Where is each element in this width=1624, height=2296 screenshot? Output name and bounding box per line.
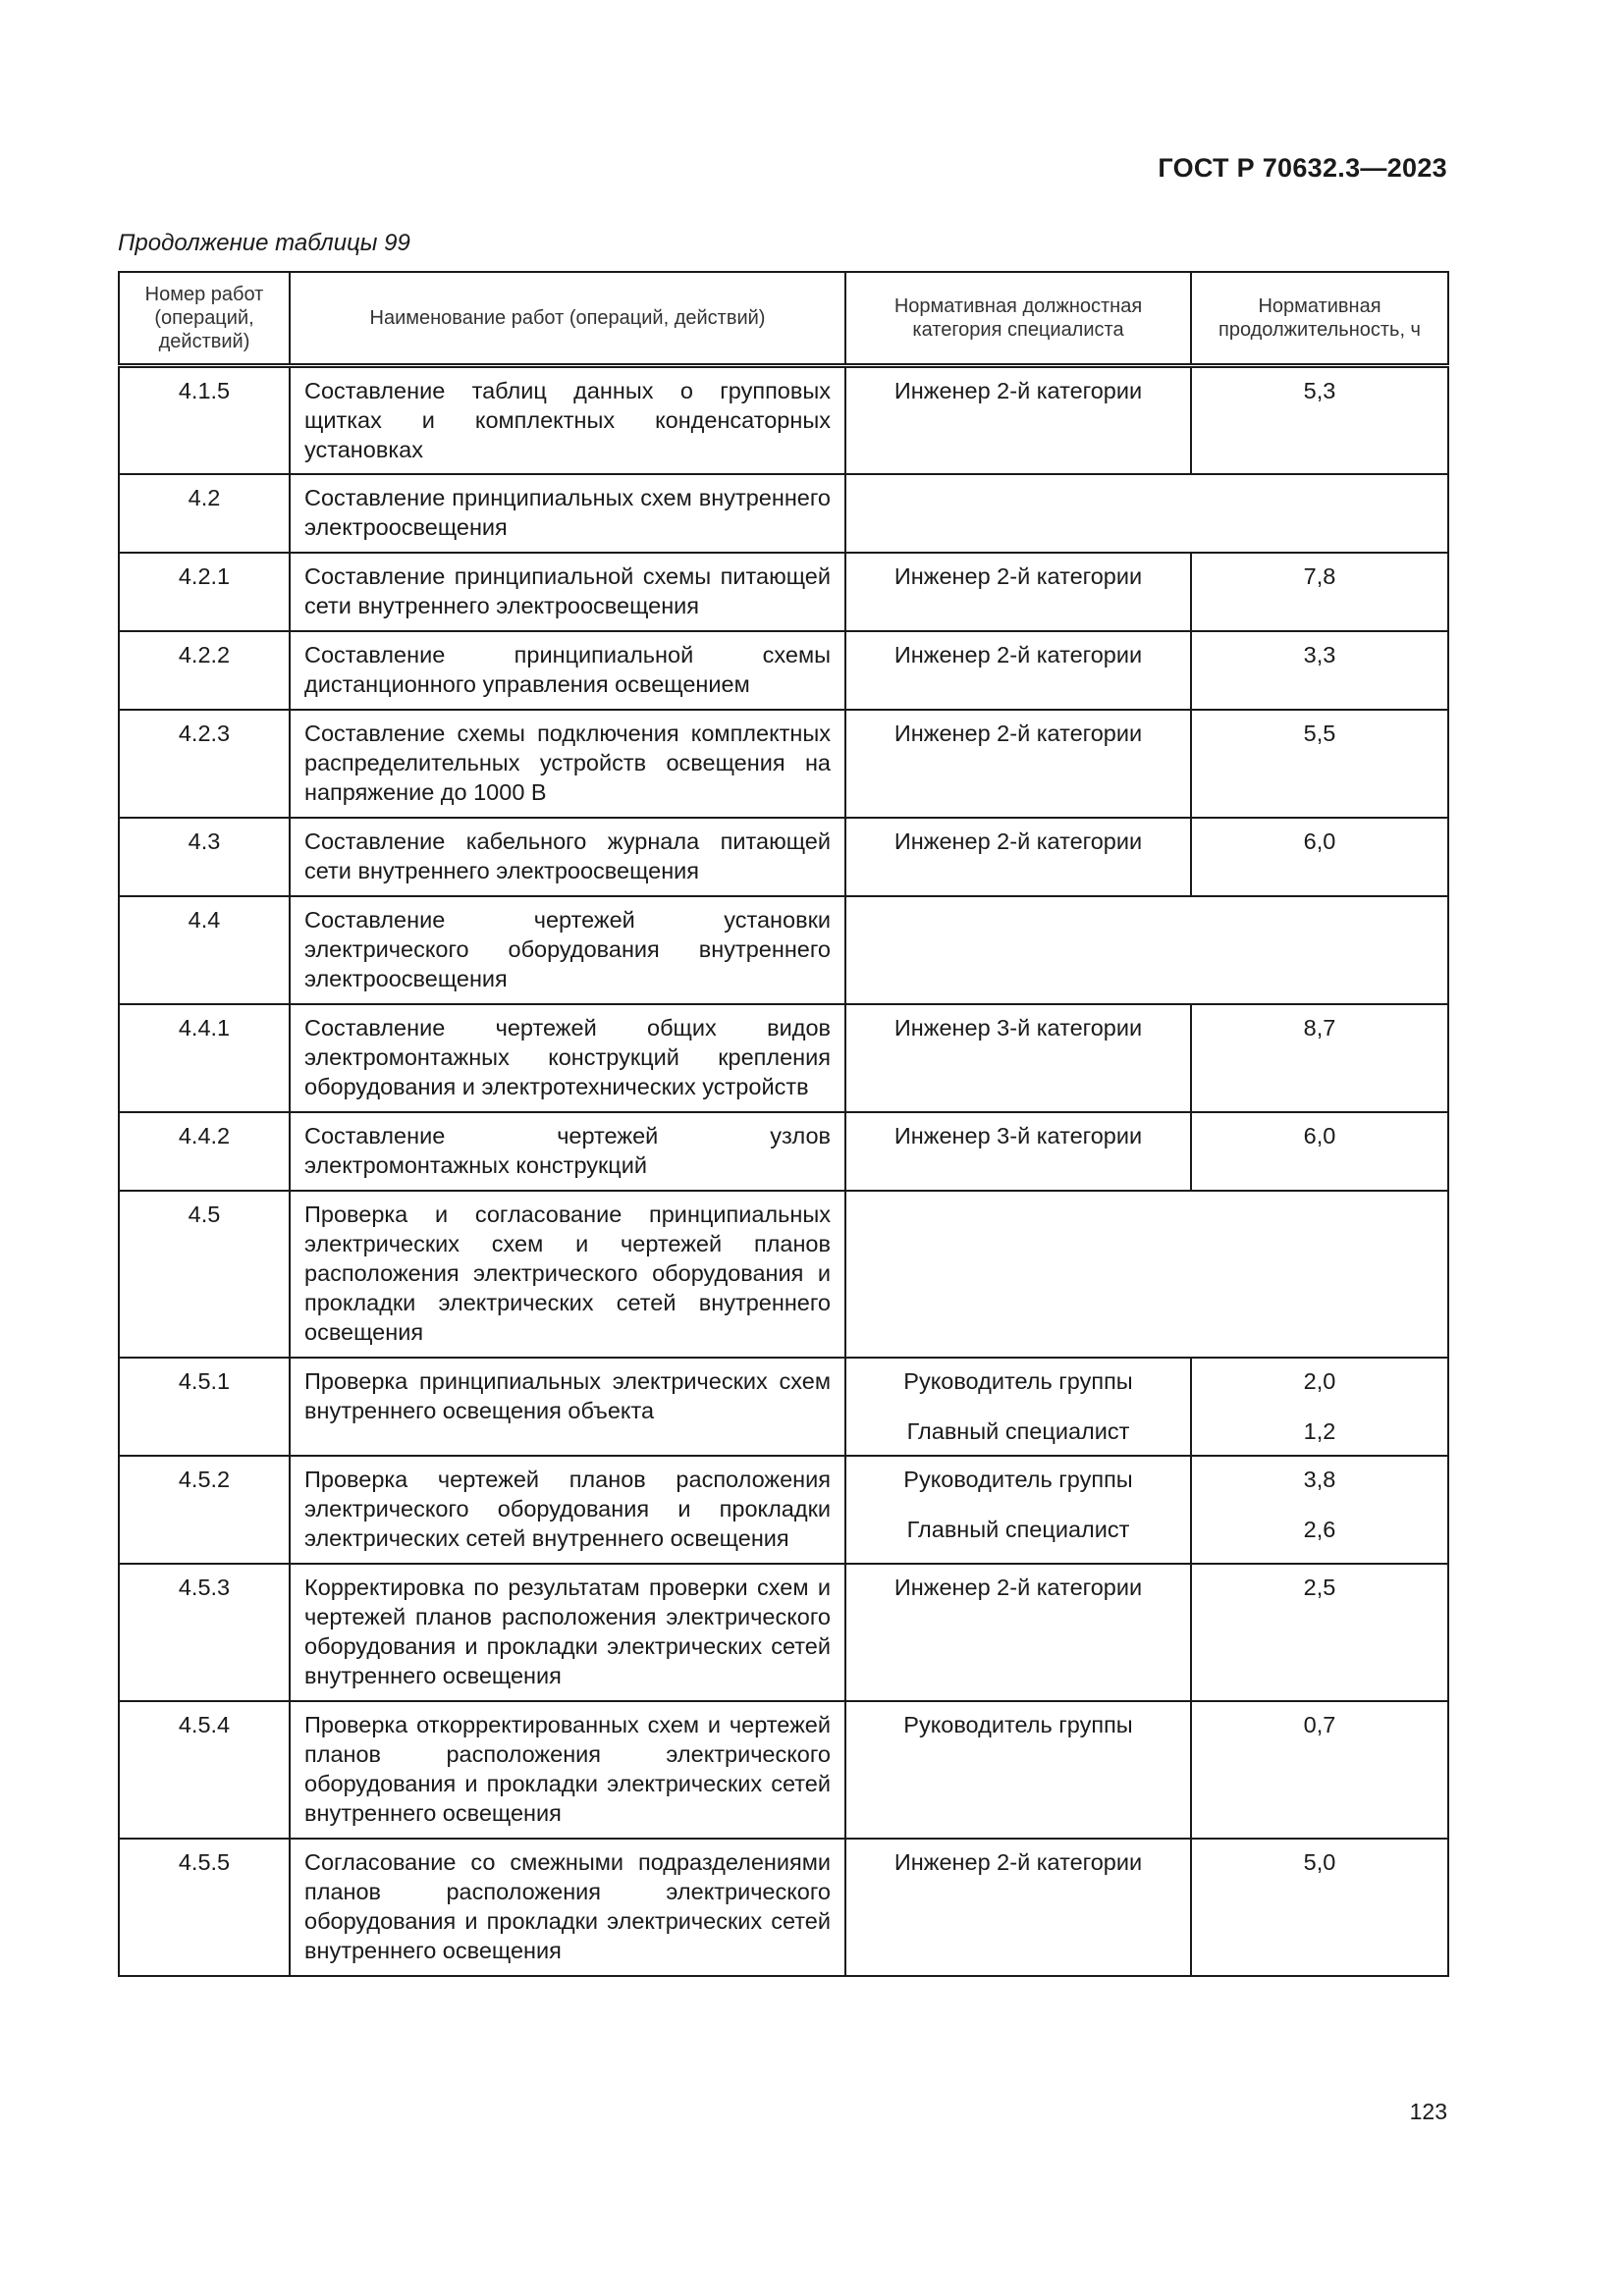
cell-duration xyxy=(1191,366,1448,474)
cell-empty-merged xyxy=(845,1191,1448,1358)
table-row xyxy=(119,1456,1448,1564)
cell-work-name: Составление схемы подключения комплектных распределительных устройств освещения на напряжение до 1000 В xyxy=(290,710,845,818)
cell-work-name: Составление чертежей установки электрического оборудования внутреннего электроосвещения xyxy=(290,896,845,1004)
cell-work-number: 4.1.5 xyxy=(119,366,290,474)
header-specialist-category: Нормативная должностная категория специалиста xyxy=(845,272,1191,366)
document-code: ГОСТ Р 70632.3—2023 xyxy=(1158,153,1447,183)
cell-duration xyxy=(1191,1112,1448,1191)
cell-work-name: Корректировка по результатам проверки схем и чертежей планов расположения электрического оборудования и прокладки электрических сетей внутреннего освещения xyxy=(290,1564,845,1701)
cell-duration xyxy=(1191,1358,1448,1456)
header-duration: Нормативная продолжительность, ч xyxy=(1191,272,1448,366)
table-row xyxy=(119,818,1448,896)
cell-work-name: Проверка принципиальных электрических схем внутреннего освещения объекта xyxy=(290,1358,845,1456)
cell-work-number: 4.2.2 xyxy=(119,631,290,710)
table-continuation-caption: Продолжение таблицы 99 xyxy=(118,230,410,256)
cell-specialist-category xyxy=(845,1701,1191,1839)
header-work-number: Номер работ (операций, действий) xyxy=(119,272,290,366)
cell-work-number: 4.3 xyxy=(119,818,290,896)
cell-duration xyxy=(1191,818,1448,896)
category-line: Руководитель группы xyxy=(903,1466,1133,1492)
duration-line: 5,5 xyxy=(1303,720,1336,746)
table-row xyxy=(119,1191,1448,1358)
cell-work-name: Составление кабельного журнала питающей сети внутреннего электроосвещения xyxy=(290,818,845,896)
duration-line: 6,0 xyxy=(1303,828,1336,854)
duration-line: 3,8 xyxy=(1303,1466,1336,1492)
cell-empty-merged xyxy=(845,474,1448,553)
cell-specialist-category xyxy=(845,366,1191,474)
cell-work-name: Проверка чертежей планов расположения электрического оборудования и прокладки электрических сетей внутреннего освещения xyxy=(290,1456,845,1564)
duration-line: 2,6 xyxy=(1303,1516,1336,1542)
cell-duration xyxy=(1191,631,1448,710)
cell-work-number: 4.4.2 xyxy=(119,1112,290,1191)
table-row xyxy=(119,553,1448,631)
duration-line: 2,0 xyxy=(1303,1367,1336,1394)
cell-work-number: 4.5.1 xyxy=(119,1358,290,1456)
cell-work-name: Составление чертежей узлов электромонтажных конструкций xyxy=(290,1112,845,1191)
category-line: Инженер 2-й категории xyxy=(893,720,1143,746)
table-row xyxy=(119,1004,1448,1112)
category-line: Инженер 2-й категории xyxy=(893,378,1143,403)
table-body xyxy=(119,366,1448,1976)
cell-work-number: 4.4 xyxy=(119,896,290,1004)
table-row xyxy=(119,474,1448,553)
cell-work-name: Составление принципиальной схемы дистанционного управления освещением xyxy=(290,631,845,710)
cell-work-name: Составление таблиц данных о групповых щитках и комплектных конденсаторных установках xyxy=(290,366,845,474)
duration-line: 5,3 xyxy=(1303,378,1336,403)
cell-work-number: 4.2 xyxy=(119,474,290,553)
table-row xyxy=(119,1839,1448,1976)
duration-line: 8,7 xyxy=(1303,1014,1336,1041)
duration-line: 2,5 xyxy=(1303,1574,1336,1600)
cell-duration xyxy=(1191,1701,1448,1839)
cell-work-name: Проверка и согласование принципиальных электрических схем и чертежей планов расположения электрического оборудования и прокладки электрических сетей внутреннего освещения xyxy=(290,1191,845,1358)
table-row xyxy=(119,1112,1448,1191)
table-row xyxy=(119,366,1448,474)
cell-work-name: Проверка откорректированных схем и чертежей планов расположения электрического оборудования и прокладки электрических сетей внутреннего освещения xyxy=(290,1701,845,1839)
category-line: Инженер 2-й категории xyxy=(893,1574,1143,1600)
category-line: Инженер 3-й категории xyxy=(893,1014,1143,1041)
cell-duration xyxy=(1191,1004,1448,1112)
category-line: Инженер 2-й категории xyxy=(893,828,1143,854)
cell-specialist-category xyxy=(845,1564,1191,1701)
cell-specialist-category xyxy=(845,553,1191,631)
table-row xyxy=(119,1701,1448,1839)
category-line: Инженер 2-й категории xyxy=(893,641,1143,667)
category-line: Руководитель группы xyxy=(903,1367,1133,1394)
duration-line: 6,0 xyxy=(1303,1122,1336,1148)
table-row xyxy=(119,631,1448,710)
cell-work-number: 4.5 xyxy=(119,1191,290,1358)
duration-line: 7,8 xyxy=(1303,562,1336,589)
duration-line: 1,2 xyxy=(1303,1417,1336,1444)
category-line: Инженер 2-й категории xyxy=(893,562,1143,589)
category-line: Инженер 2-й категории xyxy=(893,1848,1143,1875)
cell-empty-merged xyxy=(845,896,1448,1004)
cell-specialist-category xyxy=(845,710,1191,818)
cell-work-name: Составление принципиальных схем внутреннего электроосвещения xyxy=(290,474,845,553)
cell-specialist-category xyxy=(845,1839,1191,1976)
page-number: 123 xyxy=(1409,2099,1447,2124)
header-work-name: Наименование работ (операций, действий) xyxy=(290,272,845,366)
cell-duration xyxy=(1191,1564,1448,1701)
cell-duration xyxy=(1191,1456,1448,1564)
work-norms-table xyxy=(118,271,1449,1977)
table-header-row xyxy=(119,272,1448,366)
cell-work-number: 4.5.3 xyxy=(119,1564,290,1701)
duration-line: 0,7 xyxy=(1303,1711,1336,1737)
cell-specialist-category xyxy=(845,1004,1191,1112)
cell-work-number: 4.5.4 xyxy=(119,1701,290,1839)
category-line: Главный специалист xyxy=(906,1417,1130,1444)
cell-specialist-category xyxy=(845,631,1191,710)
cell-work-name: Составление чертежей общих видов электромонтажных конструкций крепления оборудования и электротехнических устройств xyxy=(290,1004,845,1112)
cell-work-number: 4.2.3 xyxy=(119,710,290,818)
cell-work-name: Согласование со смежными подразделениями планов расположения электрического оборудования и прокладки электрических сетей внутреннего освещения xyxy=(290,1839,845,1976)
cell-work-number: 4.2.1 xyxy=(119,553,290,631)
cell-work-number: 4.5.5 xyxy=(119,1839,290,1976)
category-line: Руководитель группы xyxy=(903,1711,1133,1737)
cell-specialist-category xyxy=(845,1358,1191,1456)
cell-specialist-category xyxy=(845,1456,1191,1564)
duration-line: 5,0 xyxy=(1303,1848,1336,1875)
cell-duration xyxy=(1191,553,1448,631)
category-line: Инженер 3-й категории xyxy=(893,1122,1143,1148)
table-row xyxy=(119,896,1448,1004)
cell-duration xyxy=(1191,1839,1448,1976)
table-row xyxy=(119,1358,1448,1456)
table-row xyxy=(119,710,1448,818)
cell-duration xyxy=(1191,710,1448,818)
table-row xyxy=(119,1564,1448,1701)
duration-line: 3,3 xyxy=(1303,641,1336,667)
category-line: Главный специалист xyxy=(906,1516,1130,1542)
cell-work-number: 4.5.2 xyxy=(119,1456,290,1564)
cell-specialist-category xyxy=(845,1112,1191,1191)
cell-work-number: 4.4.1 xyxy=(119,1004,290,1112)
cell-specialist-category xyxy=(845,818,1191,896)
cell-work-name: Составление принципиальной схемы питающей сети внутреннего электроосвещения xyxy=(290,553,845,631)
